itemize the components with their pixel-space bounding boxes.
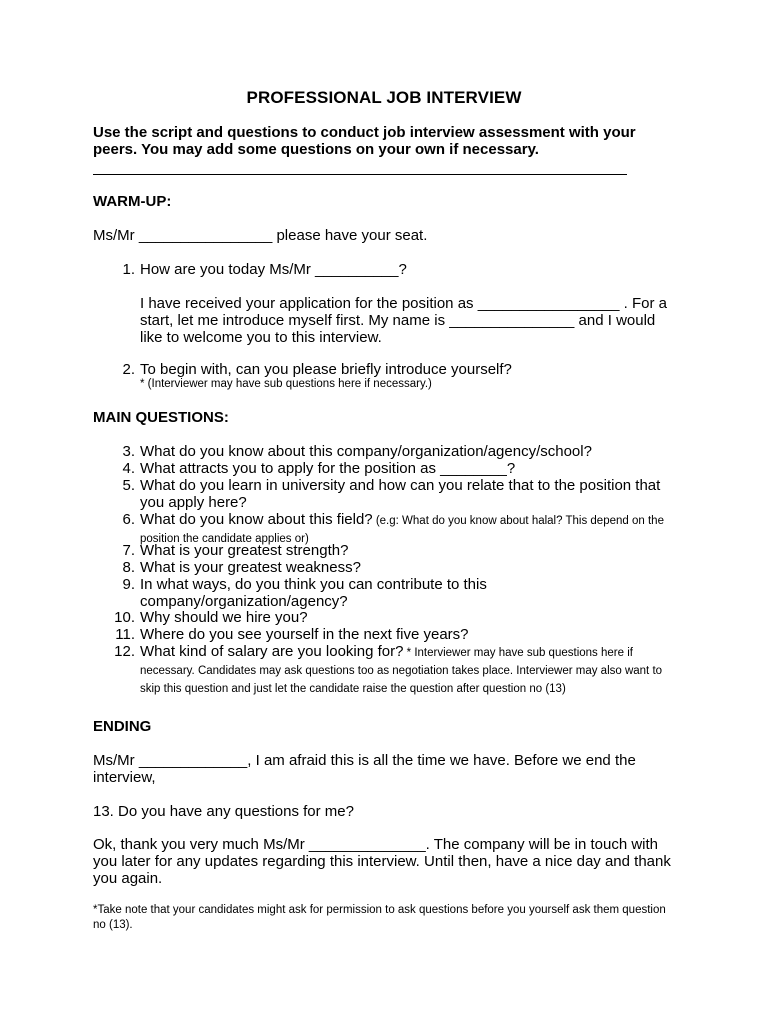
question-number: 7. [122, 542, 135, 559]
question-12-text: What kind of salary are you looking for? [140, 643, 404, 660]
warmup-greeting: Ms/Mr ________________ please have your seat. [93, 227, 428, 244]
question-4: What attracts you to apply for the position as ________? [140, 460, 516, 477]
question-8: What is your greatest weakness? [140, 559, 361, 576]
question-number: 4. [122, 460, 135, 477]
question-1: How are you today Ms/Mr __________? [140, 261, 407, 278]
question-11: Where do you see yourself in the next five years? [140, 626, 469, 643]
document-title: PROFESSIONAL JOB INTERVIEW [246, 88, 522, 107]
question-number: 2. [122, 361, 135, 378]
question-13: 13. Do you have any questions for me? [93, 803, 354, 820]
question-12-note: * Interviewer may have sub questions here if necessary. Candidates may ask questions too as negotiation takes place. Interviewer may also want to skip this question and just let the candidate raise the question after question no (13) [140, 647, 663, 695]
question-6-text: What do you know about this field? [140, 511, 373, 528]
question-number: 10. [114, 609, 135, 626]
question-10: Why should we hire you? [140, 609, 308, 626]
footnote: *Take note that your candidates might ask for permission to ask questions before you yourself ask them question no (13). [93, 904, 666, 931]
question-number: 6. [122, 511, 135, 528]
question-number: 9. [122, 576, 135, 593]
question-number: 11. [115, 626, 135, 643]
question-5: What do you learn in university and how can you relate that to the position that you apply here? [140, 477, 661, 511]
question-number: 12. [114, 643, 135, 660]
ending-paragraph-2: Ok, thank you very much Ms/Mr ______________. The company will be in touch with you later for any updates regarding this interview. Until then, have a nice day and thank you again. [93, 836, 671, 887]
question-2-note: * (Interviewer may have sub questions here if necessary.) [140, 378, 432, 390]
intro-instructions: Use the script and questions to conduct job interview assessment with your peers. You may add some questions on your own if necessary. [93, 124, 636, 158]
question-number: 8. [122, 559, 135, 576]
question-9: In what ways, do you think you can contribute to this company/organization/agency? [140, 576, 487, 610]
question-6-note: (e.g: What do you know about halal? This depend on the position the candidate applies or) [140, 515, 664, 545]
question-number: 1. [122, 261, 135, 278]
received-application-text: I have received your application for the position as _________________ . For a start, let me introduce myself first. My name is _______________ and I would like to welcome you to this interview. [140, 295, 668, 346]
divider-line [93, 174, 627, 175]
question-number: 5. [122, 477, 135, 494]
warmup-heading: WARM-UP: [93, 193, 172, 210]
question-7: What is your greatest strength? [140, 542, 349, 559]
ending-paragraph-1: Ms/Mr _____________, I am afraid this is all the time we have. Before we end the interview, [93, 752, 636, 786]
question-number: 3. [122, 443, 135, 460]
ending-heading: ENDING [93, 718, 152, 735]
question-12 [140, 643, 675, 697]
question-2: To begin with, can you please briefly introduce yourself? [140, 361, 512, 378]
question-3: What do you know about this company/organization/agency/school? [140, 443, 592, 460]
main-questions-heading: MAIN QUESTIONS: [93, 409, 229, 426]
